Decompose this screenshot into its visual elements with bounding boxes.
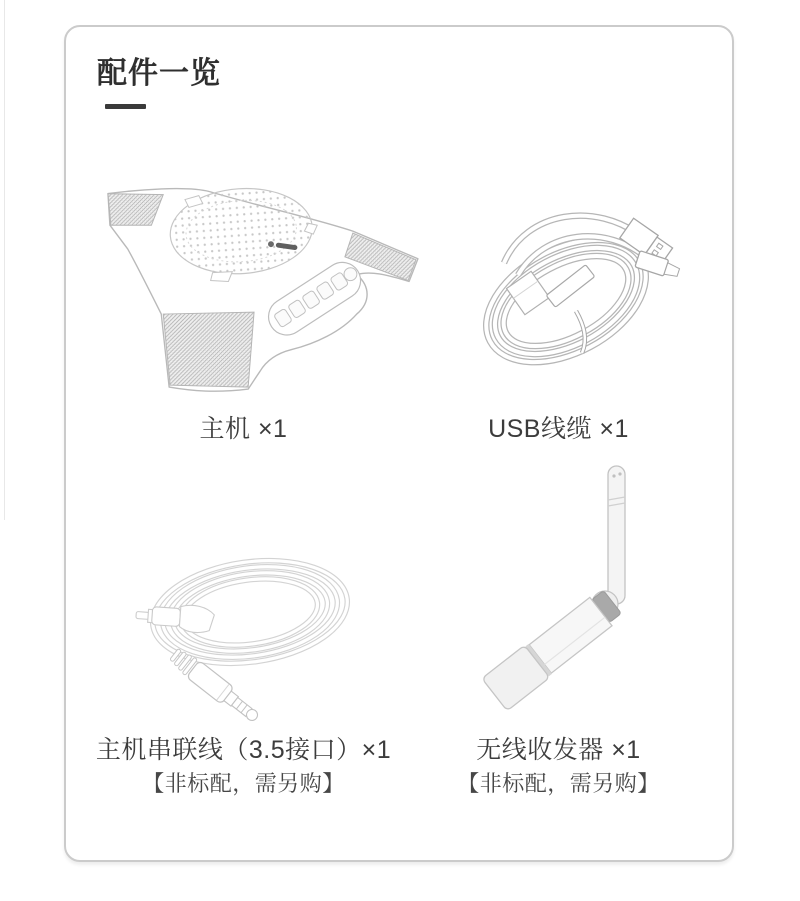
main-unit-label: 主机 ×1 — [199, 415, 288, 443]
usb-cable-illustration — [466, 193, 688, 381]
page-edge-line — [4, 0, 5, 520]
daisy-chain-cable-label: 主机串联线（3.5接口）×1 — [95, 736, 392, 764]
title-underline — [105, 104, 146, 109]
aux-cable-illustration — [122, 552, 362, 730]
dongle-body — [482, 586, 625, 711]
wireless-transceiver-label: 无线收发器 ×1 — [476, 736, 641, 764]
wireless-transceiver-figure — [464, 452, 674, 720]
daisy-chain-cable-figure — [122, 552, 362, 730]
accessories-card — [64, 25, 734, 862]
antenna — [608, 466, 625, 604]
page-title: 配件一览 — [97, 57, 221, 90]
wireless-transceiver-note: 【非标配，需另购】 — [457, 771, 660, 796]
wireless-dongle-illustration — [464, 452, 674, 720]
usb-cable-figure — [466, 193, 688, 381]
usb-cable-label: USB线缆 ×1 — [488, 415, 629, 443]
main-unit-figure — [96, 164, 422, 396]
speakerphone-illustration — [96, 164, 422, 396]
daisy-chain-cable-note: 【非标配，需另购】 — [142, 771, 345, 796]
cable-tie — [546, 265, 595, 308]
